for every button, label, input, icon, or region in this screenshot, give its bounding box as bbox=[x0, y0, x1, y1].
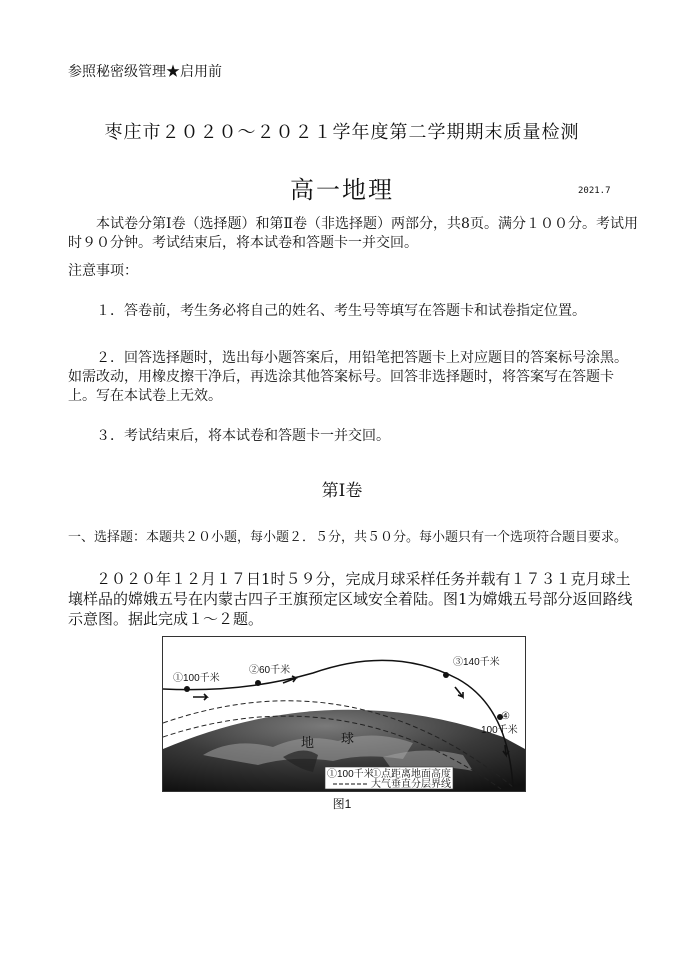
exam-intro: 本试卷分第Ⅰ卷（选择题）和第Ⅱ卷（非选择题）两部分，共8页。满分１００分。考试用时９０分钟。考试结束后，将本试卷和答题卡一并交回。 bbox=[68, 216, 638, 251]
figure-caption: 图1 bbox=[332, 797, 352, 811]
notice-item: ３．考试结束后，将本试卷和答题卡一并交回。 bbox=[96, 428, 390, 444]
return-route-figure bbox=[162, 636, 526, 792]
subject-title: 高一地理 bbox=[290, 176, 394, 204]
notice-title: 注意事项： bbox=[68, 263, 138, 279]
volume-title: 第Ⅰ卷 bbox=[321, 481, 363, 501]
figure-svg bbox=[163, 637, 525, 791]
legend-point-text: ①点距离地面高度 bbox=[371, 769, 451, 780]
exam-date: 2021.7 bbox=[578, 186, 611, 196]
exam-title: 枣庄市２０２０～２０２１学年度第二学期期末质量检测 bbox=[104, 122, 580, 143]
legend-line-text: 大气垂直分层界线 bbox=[371, 779, 451, 790]
notice-item: １．答卷前，考生务必将自己的姓名、考生号等填写在答题卡和试卷指定位置。 bbox=[96, 303, 586, 319]
legend-sample: ①100千米 bbox=[327, 769, 374, 780]
route-point-label: ③140千米 bbox=[453, 657, 500, 668]
route-point-label: ②60千米 bbox=[249, 665, 291, 676]
earth-label: 球 bbox=[341, 732, 355, 747]
question-stem: ２０２０年１２月１７日1时５９分，完成月球采样任务并载有１７３１克月球土壤样品的嫦娥五号在内蒙古四子王旗预定区域安全着陆。图1为嫦娥五号部分返回路线示意图。据此完成１～２题。 bbox=[68, 570, 633, 628]
earth-label: 地 bbox=[301, 736, 315, 751]
secret-level-label: 参照秘密级管理★启用前 bbox=[68, 64, 222, 80]
route-point-label: ①100千米 bbox=[173, 673, 220, 684]
route-point bbox=[443, 672, 449, 678]
route-point-label: ④ bbox=[501, 711, 510, 722]
route-point bbox=[184, 686, 190, 692]
notice-item: ２．回答选择题时，选出每小题答案后，用铅笔把答题卡上对应题目的答案标号涂黑。如需改动，用橡皮擦干净后，再选涂其他答案标号。回答非选择题时，将答案写在答题卡上。写在本试卷上无效。 bbox=[68, 350, 628, 404]
section-title: 一、选择题：本题共２０小题，每小题２．５分，共５０分。每小题只有一个选项符合题目要求。 bbox=[68, 530, 628, 545]
route-point bbox=[255, 680, 261, 686]
route-point-label: 100千米 bbox=[481, 725, 518, 736]
